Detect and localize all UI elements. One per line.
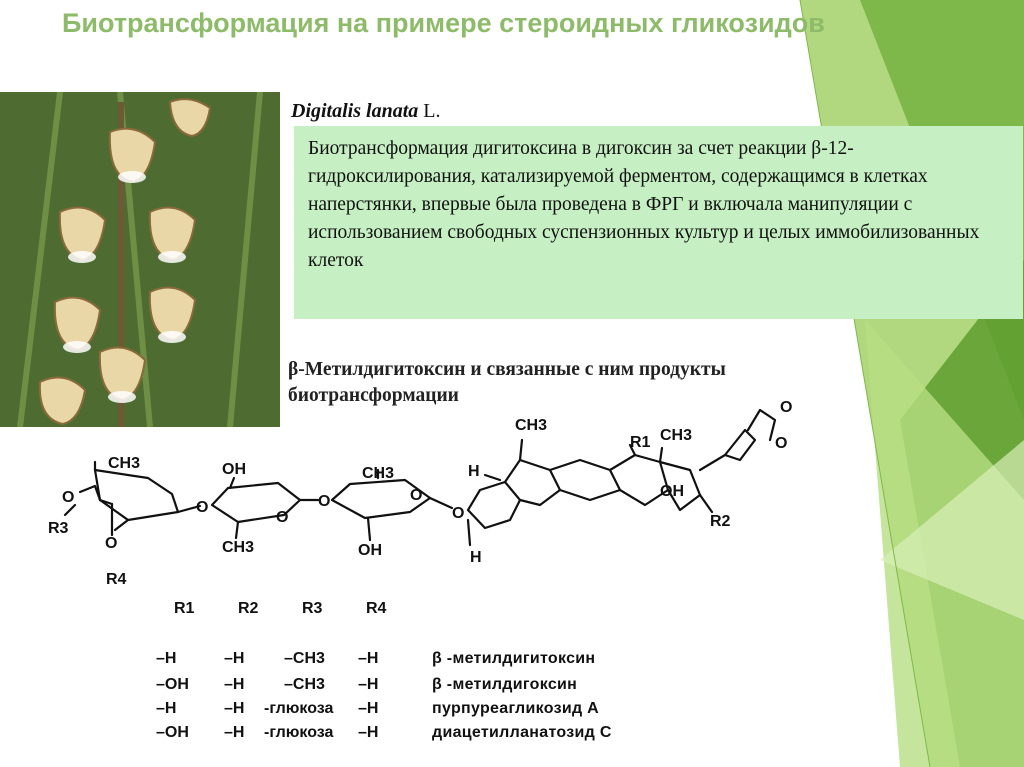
label-r2: R2: [710, 513, 731, 530]
label-o-link2: O: [318, 493, 331, 510]
label-ch3-3: CH3: [362, 465, 395, 482]
row4-r1: –OH: [156, 724, 189, 741]
label-r1: R1: [630, 434, 651, 451]
species-latin: Digitalis lanata: [291, 100, 419, 122]
row3-r1: –H: [156, 700, 177, 717]
row1-r3: –CH3: [284, 650, 325, 667]
label-o-carbonyl: O: [780, 400, 793, 416]
substituent-headers: [0, 600, 500, 624]
header-r4: R4: [366, 600, 387, 617]
label-ch3-2: CH3: [222, 539, 255, 556]
label-o-link1: O: [196, 499, 209, 516]
header-r1: R1: [174, 600, 195, 617]
row4-r4: –H: [358, 724, 379, 741]
label-h-1: H: [468, 463, 480, 480]
chemical-structure: [0, 400, 870, 600]
label-ch3-1: CH3: [108, 455, 141, 472]
row1-name: β -метилдигитоксин: [432, 650, 596, 667]
row1-r2: –H: [224, 650, 245, 667]
label-o-ring2: O: [276, 509, 289, 526]
substituent-table: [0, 650, 870, 760]
label-r4: R4: [106, 571, 127, 588]
slide-title: Биотрансформация на примере стероидных гликозидов: [62, 8, 825, 38]
label-o-link3: O: [452, 505, 465, 522]
header-r3: R3: [302, 600, 323, 617]
species-name: [291, 100, 440, 123]
label-oh-3: OH: [660, 483, 684, 500]
header-r2: R2: [238, 600, 259, 617]
row4-r2: –H: [224, 724, 245, 741]
description-text: Биотрансформация дигитоксина в дигоксин за счет реакции β-12-гидроксилирования, катализируемой ферментом, содержащимся в клетках наперстянки, впервые была проведена в ФРГ и включала манипуляции с использованием свободных суспензионных культур и целых иммобилизованных клеток: [308, 138, 980, 271]
species-author: L.: [423, 100, 441, 122]
row3-r4: –H: [358, 700, 379, 717]
label-o-bottom: O: [105, 535, 118, 552]
label-h-2: H: [470, 549, 482, 566]
plant-photo: [0, 92, 280, 427]
row3-r2: –H: [224, 700, 245, 717]
row4-name: диацетилланатозид С: [432, 724, 612, 741]
row2-r1: –OH: [156, 676, 189, 693]
label-ch3-4: CH3: [515, 417, 548, 434]
description-box: [294, 126, 1023, 319]
label-o-lactone: O: [775, 435, 788, 452]
row2-name: β -метилдигоксин: [432, 676, 578, 693]
row3-r3: -глюкоза: [264, 700, 334, 717]
row2-r4: –H: [358, 676, 379, 693]
row3-name: пурпуреагликозид А: [432, 700, 600, 717]
row2-r2: –H: [224, 676, 245, 693]
label-o-left: O: [62, 489, 75, 506]
label-r3: R3: [48, 520, 69, 537]
label-ch3-5: CH3: [660, 427, 693, 444]
structure-subtitle: β-Метилдигитоксин и связанные с ним продукты биотрансформации: [288, 359, 726, 406]
row1-r4: –H: [358, 650, 379, 667]
row4-r3: -глюкоза: [264, 724, 334, 741]
label-oh-1: OH: [222, 461, 246, 478]
row1-r1: –H: [156, 650, 177, 667]
row2-r3: –CH3: [284, 676, 325, 693]
label-oh-2: OH: [358, 542, 382, 559]
label-o-ring3: O: [410, 487, 423, 504]
